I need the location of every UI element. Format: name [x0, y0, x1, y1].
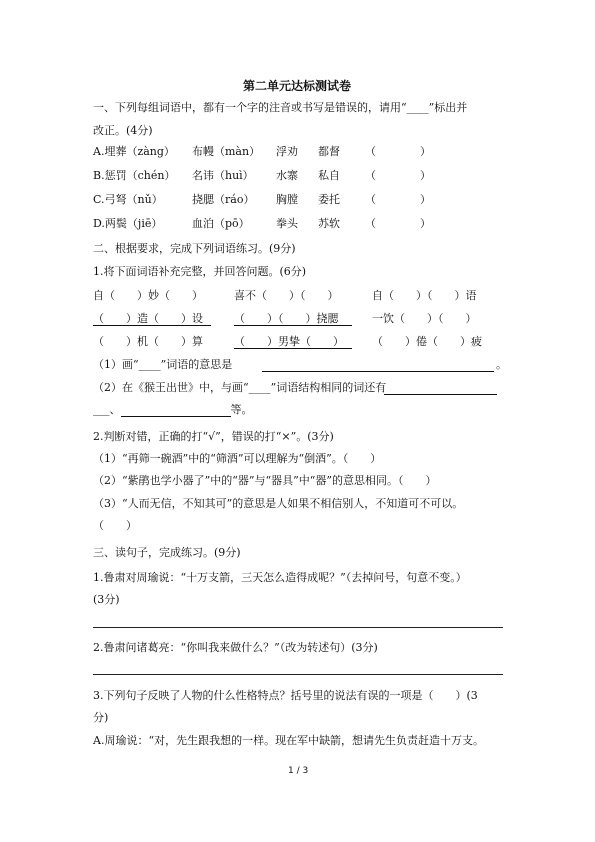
- q3-sentence-2: 2.鲁肃问诸葛亮：“你叫我来做什么？”（改为转述句）(3分): [93, 641, 378, 654]
- judge-item-3: （3）“人而无信，不知其可”的意思是人如果不相信别人，不知道可不可以。: [93, 497, 464, 510]
- judge-item-2[interactable]: （2）“紫鹃也学小器了”中的“器”与“器具”中“器”的意思相同。（ ）: [93, 474, 437, 487]
- q3-sentence-1-score: (3分): [93, 593, 120, 606]
- q1-row-label: B.惩罚（chén）: [93, 169, 176, 182]
- q1-answer-box[interactable]: （ ）: [365, 169, 431, 182]
- q2-sub2: 2.判断对错，正确的打“√”，错误的打“×”。(3分): [93, 430, 334, 443]
- q1-row-word: 委托: [318, 193, 340, 206]
- q1-heading-cont: 改正。(4分): [93, 124, 153, 137]
- idiom-fill[interactable]: （ ）机（ ）算: [93, 335, 203, 348]
- q1-row-word: 胸膛: [276, 193, 298, 206]
- q1-row-label: A.埋葬（zàng）: [93, 145, 175, 158]
- q1-row-word: 布幔（màn）: [192, 145, 261, 158]
- q2-question-1-text: （1）画“____”词语的意思是: [93, 358, 233, 371]
- idiom-underline: [234, 348, 352, 349]
- q1-answer-box[interactable]: （ ）: [365, 145, 431, 158]
- q1-row-word: 私自: [318, 169, 340, 182]
- idiom-underline: [234, 325, 352, 326]
- q3-sentence-3-score: 分): [93, 711, 109, 724]
- q2-question-2-cont: [93, 403, 253, 417]
- q2-question-2-end: 等。: [230, 403, 253, 416]
- q1-heading: 一、下列每组词语中，都有一个字的注音或书写是错误的，请用“____”标出并: [93, 101, 468, 114]
- q2-heading: 二、根据要求，完成下列词语练习。(9分): [93, 242, 296, 255]
- answer-line[interactable]: [93, 627, 503, 628]
- page-number: 1 / 3: [288, 766, 309, 776]
- idiom-fill[interactable]: 一饮（ ）（ ）: [372, 312, 477, 325]
- q1-row-word: 浮劝: [276, 145, 298, 158]
- q3-heading: 三、读句子，完成练习。(9分): [93, 546, 241, 559]
- q1-row-label: C.弓弩（nǔ）: [93, 193, 163, 206]
- q1-row-label: D.两鬓（jiē）: [93, 217, 163, 230]
- idiom-fill[interactable]: 自（ ）（ ）语: [372, 289, 477, 302]
- judge-item-1[interactable]: （1）“再筛一碗酒”中的“筛酒”可以理解为“倒酒”。（ ）: [93, 452, 382, 465]
- blank-prefix: ___、: [93, 403, 121, 416]
- q2-question-1: [93, 358, 232, 372]
- idiom-fill[interactable]: （ ）倦（ ）疲: [372, 335, 482, 348]
- answer-blank[interactable]: [121, 405, 231, 417]
- idiom-fill-underlined[interactable]: （ ）（ ）挠腮: [234, 312, 339, 325]
- answer-line[interactable]: [93, 674, 503, 675]
- q1-row-word: 血泊（pō）: [192, 217, 250, 230]
- q3-sentence-1: 1.鲁肃对周瑜说：“十万支箭，三天怎么造得成呢？”（去掉问号，句意不变。）: [93, 571, 467, 584]
- judge-item-3-box[interactable]: （ ）: [93, 519, 137, 532]
- q3-sentence-3: 3.下列句子反映了人物的什么性格特点？括号里的说法有误的一项是（ ）(3: [93, 689, 478, 702]
- q1-answer-box[interactable]: （ ）: [365, 193, 431, 206]
- idiom-fill[interactable]: 自（ ）妙（ ）: [93, 289, 203, 302]
- q1-row-word: 名讳（huì）: [192, 169, 254, 182]
- answer-line[interactable]: [384, 394, 497, 395]
- q1-row-word: 都督: [318, 145, 340, 158]
- q2-question-1-end: 。: [496, 358, 507, 371]
- q2-sub1: 1.将下面词语补充完整，并回答问题。(6分): [93, 265, 307, 278]
- q1-row-word: 拳头: [276, 217, 298, 230]
- idiom-fill[interactable]: 喜不（ ）（ ）: [234, 289, 339, 302]
- q3-option-a: A.周瑜说：“对，先生跟我想的一样。现在军中缺箭，想请先生负责赶造十万支。: [93, 734, 485, 747]
- idiom-underline: [93, 325, 211, 326]
- q1-row-word: 挠腮（ráo）: [192, 193, 255, 206]
- q2-question-2: （2）在《猴王出世》中，与画“____”词语结构相同的词还有: [93, 381, 387, 394]
- page-title: 第二单元达标测试卷: [243, 79, 352, 93]
- idiom-fill[interactable]: （ ）造（ ）设: [93, 312, 203, 325]
- answer-line[interactable]: [262, 371, 494, 372]
- q1-answer-box[interactable]: （ ）: [365, 217, 431, 230]
- idiom-fill-underlined[interactable]: （ ）男挚（ ）: [234, 335, 344, 348]
- q1-row-word: 苏软: [318, 217, 340, 230]
- q1-row-word: 水寨: [276, 169, 298, 182]
